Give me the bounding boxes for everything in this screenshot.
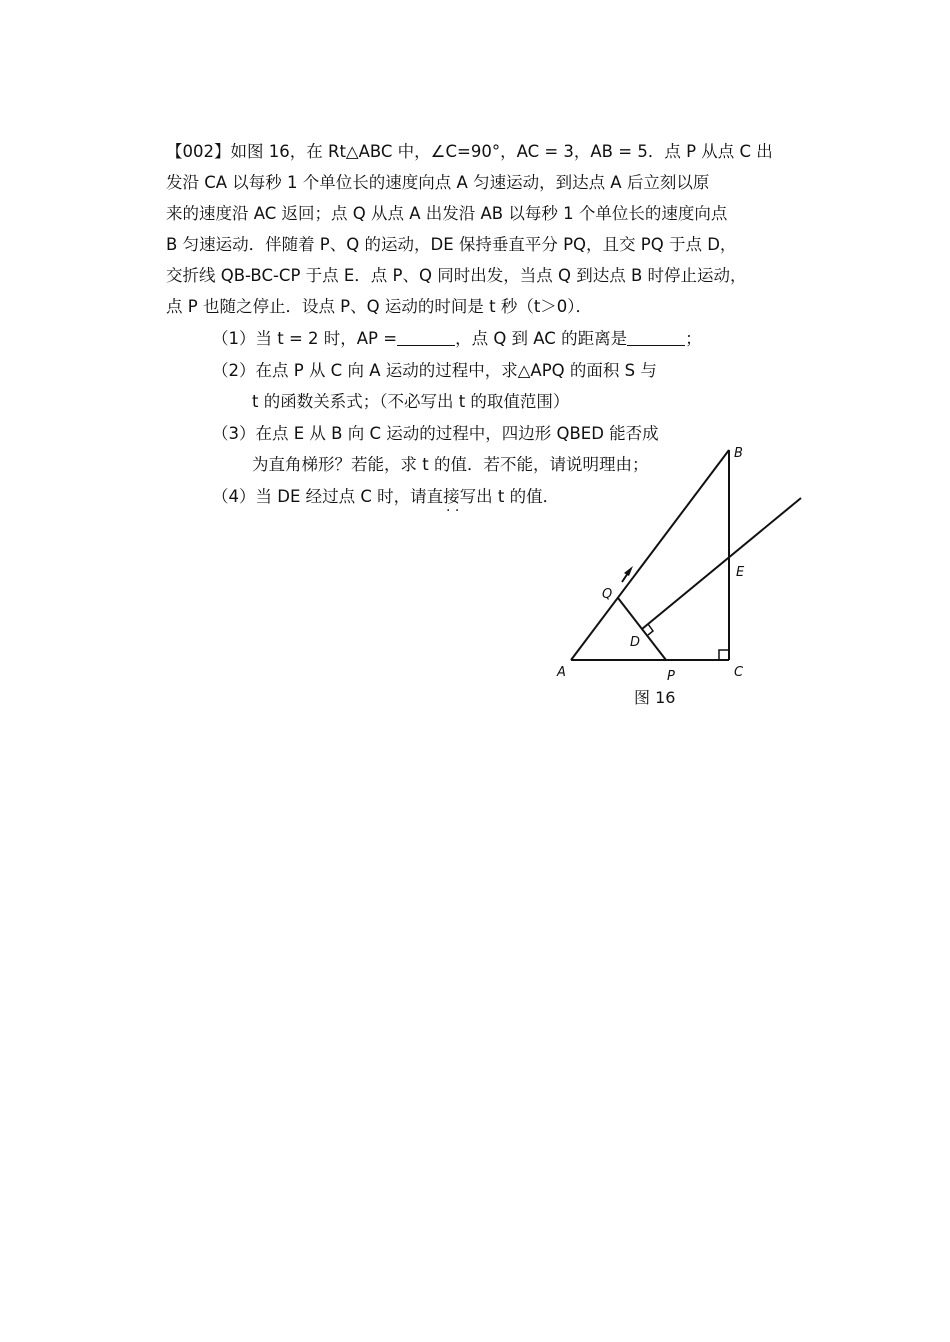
question-4: （4）当 DE 经过点 C 时，请直接写出 t 的值． (212, 487, 560, 506)
motion-arrow-head (624, 566, 633, 576)
right-angle-mark-D (648, 624, 653, 635)
emphasis-dots: · · (446, 503, 460, 519)
line-DE (642, 498, 801, 629)
question-2-line-2: t 的函数关系式；（不必写出 t 的取值范围） (252, 392, 570, 411)
q1-text-a: （1）当 t = 2 时，AP = (212, 329, 398, 348)
label-C: C (734, 665, 744, 680)
label-E: E (736, 565, 745, 580)
q1-text-b: ，点 Q 到 AC 的距离是 (455, 329, 628, 348)
label-B: B (734, 446, 743, 461)
q1-text-c: ； (685, 329, 702, 348)
problem-line-4: B 匀速运动．伴随着 P、Q 的运动，DE 保持垂直平分 PQ，且交 PQ 于点 D， (166, 235, 737, 254)
problem-line-6: 点 P 也随之停止．设点 P、Q 运动的时间是 t 秒（t＞0）． (166, 297, 593, 316)
label-A: A (557, 665, 566, 680)
label-Q: Q (602, 587, 613, 602)
question-1 (212, 329, 702, 349)
problem-line-3: 来的速度沿 AC 返回；点 Q 从点 A 出发沿 AB 以每秒 1 个单位长的速度向点 (166, 204, 728, 223)
question-2-line-1: （2）在点 P 从 C 向 A 运动的过程中，求△APQ 的面积 S 与 (212, 361, 657, 380)
segment-AB (571, 450, 729, 660)
right-angle-mark-C (719, 650, 729, 660)
geometry-figure (540, 440, 820, 720)
label-D: D (630, 635, 641, 650)
question-3-line-1: （3）在点 E 从 B 向 C 运动的过程中，四边形 QBED 能否成 (212, 424, 659, 443)
problem-line-2: 发沿 CA 以每秒 1 个单位长的速度向点 A 匀速运动，到达点 A 后立刻以原 (166, 173, 710, 192)
answer-blank-ap[interactable] (397, 329, 455, 346)
figure-caption: 图 16 (634, 688, 676, 707)
answer-blank-distance[interactable] (627, 329, 685, 346)
question-3-line-2: 为直角梯形？若能，求 t 的值．若不能，请说明理由； (252, 455, 649, 474)
label-P: P (667, 669, 675, 684)
problem-line-1: 【002】如图 16，在 Rt△ABC 中，∠C=90°，AC = 3，AB = 5．点 P 从点 C 出 (166, 142, 773, 161)
problem-line-5: 交折线 QB-BC-CP 于点 E．点 P、Q 同时出发，当点 Q 到达点 B 时停止运动， (166, 266, 747, 285)
